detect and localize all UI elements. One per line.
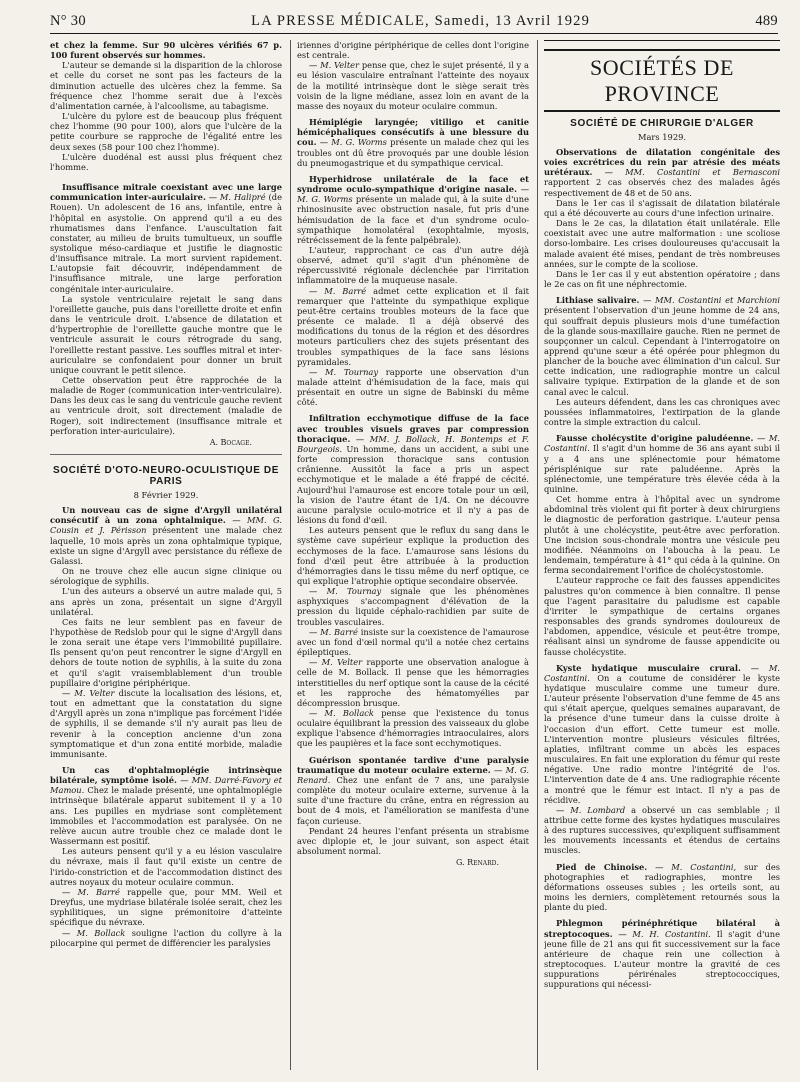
communication-title: Phlegmon périnéphrétique bilatéral à streptocoques. — [544, 918, 780, 939]
session-date: 8 Février 1929. — [133, 490, 199, 501]
communication-author: — M. Costantini. — [544, 433, 780, 454]
communication-title: Hémiplégie laryngée; vitiligo et canitie hémicéphaliques consécutifs à une blessure du cou. — [297, 117, 529, 148]
column-rule — [290, 40, 291, 1070]
discussion-text: a observé un cas semblable ; il attribue cette forme des kystes hydatiques musculaires à des ruptures successives, qu'expliquent suffisamment les mouvements incessants et étendus de certains muscles. — [544, 804, 780, 856]
communication-text: On a coutume de considérer le kyste hydatique musculaire comme une tumeur dure. L'auteur présente l'observation d'une femme de 45 ans qui s'était aperçue, quelques semaines auparavant, de la présence d'une tumeur dans la cuisse droite à l'occasion d'un effort. Cette tumeur est molle. L'intervention montre plusieurs vésicules filtrées, aplaties, infiltrant comme un abcès les espaces musculaires. En fait une exploration du fémur qui reste négative. Une radio montre l'intégrité de l'os. L'intervention date de 4 ans. Une radiographie récente a montré que le fémur est intact. Il n'y a pas de récidive. — [544, 672, 780, 805]
communication-title: Guérison spontanée tardive d'une paralysie traumatique du moteur oculaire externe. — [297, 754, 529, 775]
communication-author: — M. G. Renard. — [297, 764, 529, 785]
discussion-text: admet cette explication et il fait remarquer que l'atteinte du sympathique explique peut-être certains troubles moteurs de la face que présente ce malade. Il a déjà observé des modifications du tonus de la région et des désordres moteurs particuliers chez des sujets présentant des troubles sympathiques de la face sans lésions pyramidales. — [297, 285, 529, 367]
communication-text: Il s'agit d'un homme de 36 ans ayant subi il y a 4 ans une splénectomie pour hématome périsplénique sur rate paludéenne. Après la splénectomie, une température très élevée céda à la quinine. — [544, 443, 780, 494]
signature: G. Renard. — [455, 858, 499, 868]
paragraph: et chez la femme. Sur 90 ulcères vérifiés 67 p. 100 furent observés sur hommes. — [50, 40, 282, 61]
discussion-text: souligne l'action du collyre à la pilocarpine qui permet de différencier les paralysies — [50, 927, 282, 948]
speaker-name: — M. Velter — [309, 657, 363, 668]
discussion — [297, 60, 529, 111]
communication — [544, 663, 780, 805]
column-rule — [537, 40, 538, 1070]
issue-number: N° 30 — [50, 13, 86, 29]
communication-text: Il s'agit d'une jeune fille de 21 ans qui fit successivement sur la face antérieure de chaque rein une collection à streptocoques. L'auteur montre la gravité de ces suppurations périrénales streptococciques, suppurations qui nécessi- — [544, 928, 780, 990]
communication-title: Infiltration ecchymotique diffuse de la face avec troubles visuels graves par compression thoracique. — [297, 413, 529, 444]
discussion — [297, 367, 529, 408]
communication-title: Fausse cholécystite d'origine paludéenne. — [556, 433, 754, 444]
communication — [544, 295, 780, 397]
discussion-text: rapporte une observation d'un malade atteint d'hémisudation de la face, mais qui présentait en outre un signe de Babinski du même côté. — [297, 366, 529, 408]
journal-title: LA PRESSE MÉDICALE, Samedi, 13 Avril 1929 — [251, 13, 591, 29]
paragraph: Dans le 1er cas il s'agissait de dilatation bilatérale qui a été découverte au cours d'une infection urinaire. — [544, 197, 780, 218]
discussion-text: discute la localisation des lésions, et, tout en admettant que la constatation du signe d'Argyll après un zona n'implique pas forcément l'idée de syphilis, il se demande s'il n'y aurait pas lieu de revenir à la conception ancienne d'un zona symptomatique et d'un zona entité morbide, maladie immunisante. — [50, 687, 282, 759]
communication — [544, 862, 780, 913]
communication-title: Insuffisance mitrale coexistant avec une large communication inter-auriculaire. — [50, 182, 282, 203]
communication-title: Kyste hydatique musculaire crural. — [556, 662, 741, 673]
communication — [297, 755, 529, 826]
paragraph: Les auteurs pensent qu'il y a eu lésion vasculaire du névraxe, mais il faut qu'il existe un centre de l'irido-constriction et de l'accommodation distinct des autres noyaux du moteur oculaire commun. — [50, 846, 282, 887]
text-columns — [50, 40, 780, 1078]
communication-text: Un homme, dans un accident, a subi une forte compression thoracique sans contusion crânienne. Aussitôt la face a pris un aspect ecchymotique et le malade a été frappé de cécité. Aujourd'hui l'amaurose est encore totale pour un œil, la vision de l'autre étant de 1/4. On ne découvre aucune paralysie oculo-motrice et il n'y a pas de lésions du fond d'œil. — [297, 443, 529, 526]
communication-title: Hyperhidrose unilatérale de la face et syndrome oculo-sympathique d'origine nasale. — [297, 173, 529, 195]
discussion-text: insiste sur la coexistence de l'amaurose avec un fond d'œil normal qu'il a notée chez certains épileptiques. — [297, 626, 529, 658]
communication-text: présentent l'observation d'un jeune homme de 24 ans, qui souffrait depuis plusieurs mois d'une tuméfaction de la glande sous-maxillaire gauche. Rien ne permet de soupçonner un calcul. Cependant à l'interrogatoire on apprend qu'une sœur a été opérée pour phlegmon du plancher de la bouche avec élimination d'un calcul. Sur cette indication, une radiographie montre un calcul salivaire typique. Extirpation de la glande et de son canal avec le calcul. — [544, 305, 780, 397]
discussion-text: pense que l'existence du tonus oculaire équilibrant la pression des vaisseaux du globe explique l'absence d'hémorragies intraoculaires, alors que les paupières et la face sont ecchymotiques. — [297, 708, 529, 749]
communication-title: Un cas d'ophtalmoplégie intrinsèque bilatérale, symptôme isolé. — [50, 765, 282, 786]
paragraph: Dans le 2e cas, la dilatation était unilatérale. Elle coexistait avec une autre malformation : une scoliose dorso-lombaire. Les crises douloureuses qu'accusait la malade avaient été mises, pendant de très nombreuses années, sur le compte de la scoliose. — [544, 218, 780, 269]
column-3 — [544, 40, 780, 1070]
paragraph: La systole ventriculaire rejetait le sang dans l'oreillette gauche, puis dans l'oreillette droite et enfin dans le ventricule droit. L'absence de dilatation et d'hypertrophie de l'oreillette gauche montre que le ventricule assurait le cours rétrograde du sang, l'oreillette restant passive. Les souffles mitral et inter-auriculaire se confondaient pour donner un bruit unique couvrant le petit silence. — [50, 293, 282, 375]
communication — [544, 918, 780, 989]
discussion-text: signale que les phénomènes asphyxiques s'accompagnent d'élévation de la pression du liquide céphalo-rachidien par suite de troubles vasculaires. — [297, 586, 529, 627]
communication-text: Chez le malade présenté, une ophtalmoplégie intrinsèque bilatérale apparut subitement il y a 10 ans. Les pupilles en mydriase sont complètement immobiles et l'accommodation est paralysée. On ne relève aucun autre trouble chez ce malade dont le Wassermann est positif. — [50, 785, 282, 847]
column-1 — [50, 40, 282, 1070]
discussion-text: rappelle que, pour MM. Weil et Dreyfus, une mydriase bilatérale isolée serait, chez les syphilitiques, un signe prémonitoire d'atteinte spécifique du névraxe. — [50, 886, 282, 928]
communication-text: présentent une malade chez laquelle, 10 mois après un zona ophtalmique typique, existe un signe d'Argyll avec persistance du réflexe de Galassi. — [50, 525, 282, 566]
communication-author: — M. Costantini, — [655, 861, 737, 872]
paragraph: On ne trouve chez elle aucun signe clinique ou sérologique de syphilis. — [50, 566, 282, 587]
speaker-name: — M. Barré — [62, 886, 120, 897]
communication — [544, 433, 780, 494]
discussion — [544, 805, 780, 856]
discussion — [297, 586, 529, 627]
paragraph: Les auteurs défendent, dans les cas chroniques avec poussées inflammatoires, l'extirpation de la glande contre la simple extraction du calcul. — [544, 396, 780, 428]
communication-text: Chez une enfant de 7 ans, une paralysie complète du moteur oculaire externe, survenue à la suite d'une fracture du crâne, entra en régression au bout de 4 mois, et l'amélioration se manifesta d'une façon curieuse. — [297, 774, 529, 826]
session-date: Mars 1929. — [637, 132, 687, 142]
speaker-name: — M. Velter — [62, 687, 115, 698]
column-2 — [297, 40, 529, 1070]
communication — [544, 147, 780, 198]
speaker-name: — M. Bollack — [309, 708, 374, 718]
communication — [297, 413, 529, 525]
communication-author: — M. Halipré — [208, 192, 266, 203]
paragraph: L'ulcère du pylore est de beaucoup plus fréquent chez l'homme (90 pour 100), alors que l'ulcère de la petite courbure se rapproche de l'égalité entre les deux sexes (58 pour 100 chez l'homme). — [50, 111, 282, 152]
paragraph: L'ulcère duodénal est aussi plus fréquent chez l'homme. — [50, 151, 282, 172]
paragraph: Les auteurs pensent que le reflux du sang dans le système cave supérieur explique la production des ecchymoses de la face. L'amaurose sans lésions du fond d'œil peut être attribuée à la production d'hémorragies dans le tissu même du nerf optique, ce qui explique l'atrophie optique secondaire observée. — [297, 525, 529, 586]
discussion — [297, 627, 529, 657]
signature: A. Bocage. — [50, 438, 282, 455]
communication-author: — MM. G. Cousin et J. Périsson — [50, 515, 282, 536]
paragraph: iriennes d'origine périphérique de celles dont l'origine est centrale. — [297, 40, 529, 61]
paragraph: Pendant 24 heures l'enfant présenta un strabisme avec diplopie et, le jour suivant, son aspect était absolument normal. — [297, 825, 529, 857]
society-title: SOCIÉTÉ D'OTO-NEURO-OCULISTIQUE DE PARIS — [53, 465, 279, 488]
discussion — [50, 688, 282, 759]
communication — [297, 117, 529, 168]
speaker-name: — M. Barré — [309, 285, 367, 296]
communication — [50, 505, 282, 566]
discussion — [297, 286, 529, 367]
communication-text: présente un malade chez qui les troubles ont dû être provoqués par une double lésion du pneumogastrique et du sympathique cervical. — [297, 137, 529, 168]
paragraph: L'auteur, rapprochant ce cas d'un autre déjà observé, admet qu'il s'agit d'un phénomène de répercussivité régionale déclenchée par l'irritation inflammatoire de la muqueuse nasale. — [297, 244, 529, 286]
communication — [50, 182, 282, 294]
speaker-name: — M. Tournay — [309, 586, 382, 597]
paragraph: L'auteur se demande si la disparition de la chlorose et celle du corset ne sont pas les facteurs de la diminution actuelle des ulcères chez la femme. Sa fréquence chez l'homme serait due à l'excès d'alimentation carnée, à l'alcoolisme, au tabagisme. — [50, 60, 282, 111]
communication-author: — M. H. Costantini. — [618, 928, 711, 939]
communication-text: sur des photographies et radiographies, montre les déformations osseuses subies ; les orteils sont, au moins les derniers, complètement retournés sous la plante du pied. — [544, 861, 780, 913]
speaker-name: — M. Velter — [309, 60, 360, 71]
communication-author: — MM. Costantini et Marchioni — [643, 295, 780, 306]
discussion-text: pense que, chez le sujet présenté, il y a eu lésion vasculaire entraînant l'atteinte des noyaux de la motilité intrinsèque dont le siège serait très voisin de la ligne médiane, assez loin en avant de la masse des noyaux du moteur oculaire commun. — [297, 60, 529, 111]
communication-author: — M. Costantini. — [544, 662, 780, 683]
discussion — [50, 928, 282, 948]
communication-text: (de Rouen). Un adolescent de 16 ans, infantile, entre à l'hôpital en asystolie. On apprend qu'il a eu des rhumatismes dans l'enfance. L'auscultation fait constater, au milieu de bruits tumultueux, un souffle systolique méso-cardiaque et justifie le diagnostic d'insuffisance mitrale. La mort survient rapidement. L'autopsie fait découvrir, indépendamment de l'insuffisance mitrale, une large perforation congénitale inter-auriculaire. — [50, 192, 282, 294]
speaker-name: — M. Lombard — [556, 804, 626, 815]
communication-text: présente un malade qui, à la suite d'une rhinosinusite avec obstruction nasale, fut pris d'une hémisudation de la face et d'un syndrome oculo-sympathique homolatéral (exophtalmie, myosis, rétrécissement de la fente palpébrale). — [297, 194, 529, 245]
communication-author: — MM. J. Bollack, H. Bontemps et F. Bourgeois. — [297, 433, 529, 454]
paragraph: Dans le 1er cas il y eut abstention opératoire ; dans le 2e cas on fit une néphrectomie. — [544, 268, 780, 290]
communication-text: rapportent 2 cas observés chez des malades âgés respectivement de 48 et de 50 ans. — [544, 177, 780, 198]
speaker-name: — M. Bollack — [62, 927, 126, 938]
communication-title: Observations de dilatation congénitale des voies excrétrices du rein par atrésie des méats urétéraux. — [544, 147, 780, 178]
paragraph: L'un des auteurs a observé un autre malade qui, 5 ans après un zona, présentait un signe d'Argyll unilatéral. — [50, 586, 282, 617]
section-title: SOCIÉTÉS DE PROVINCE — [544, 49, 780, 112]
page-number: 489 — [755, 13, 778, 29]
page-header — [50, 8, 778, 34]
paragraph: Ces faits ne leur semblent pas en faveur de l'hypothèse de Redslob pour qui le signe d'Argyll dans le zona serait une étape vers l'immobilité pupillaire. Ils pensent qu'on peut rencontrer le signe d'Argyll en dehors de toute notion de syphilis, à la suite du zona et qu'il s'agit vraisemblablement d'un trouble pupillaire d'origine périphérique. — [50, 616, 282, 688]
discussion — [50, 887, 282, 928]
society-title: SOCIÉTÉ DE CHIRURGIE D'ALGER — [570, 118, 754, 129]
communication-title: Un nouveau cas de signe d'Argyll unilatéral consécutif à un zona ophtalmique. — [50, 505, 282, 526]
paragraph: Cette observation peut être rapprochée de la maladie de Roger (communication inter-ventriculaire). Dans les deux cas le sang du ventricule gauche revient au ventricule droit, soit directement (maladie de Roger), soit indirectement (insuffisance mitrale et perforation inter-auriculaire). — [50, 375, 282, 436]
discussion-text: rapporte une observation analogue à celle de M. Bollack. Il pense que les hémorragies interstitielles du nerf optique sont la cause de la cécité et les rapproche des hématomyélies par décompression brusque. — [297, 657, 529, 708]
speaker-name: — M. Tournay — [309, 366, 379, 377]
communication — [297, 174, 529, 245]
communication-author: — M. G. Worms — [319, 137, 387, 148]
speaker-name: — M. Barré — [309, 626, 358, 637]
communication-title: Pied de Chinoise. — [556, 861, 648, 872]
communication-author: — MM. Costantini et Bernasconi — [604, 167, 780, 178]
communication-author: — MM. Darré-Favory et Mamou. — [50, 775, 282, 796]
discussion — [297, 657, 529, 708]
paragraph: L'auteur rapproche ce fait des fausses appendicites palustres qu'on commence à bien connaître. Il pense que l'agent parasitaire du paludisme est capable d'irriter le sympathique de certains organes responsables des grands syndromes douloureux de l'abdomen, appendice, vésicule et peut-être trompe, réalisant ainsi un syndrome de fausse appendicite ou fausse cholécystite. — [544, 575, 780, 657]
discussion — [297, 708, 529, 749]
paragraph: Cet homme entra à l'hôpital avec un syndrome abdominal très violent qui fit porter à deux chirurgiens le diagnostic de perforation gastrique. L'auteur pensa plutôt à une cholécystite, peut-être avec perforation. Une incision sous-chondrale montra une vésicule peu modifiée. Néanmoins on l'aboucha à la peau. Le lendemain, température à 41° qui céda à la quinine. On ferma secondairement l'orifice de cholécystostomie. — [544, 494, 780, 576]
communication-title: Lithiase salivaire. — [556, 295, 640, 306]
communication — [50, 765, 282, 846]
communication-author: — M. G. Worms — [297, 184, 529, 205]
